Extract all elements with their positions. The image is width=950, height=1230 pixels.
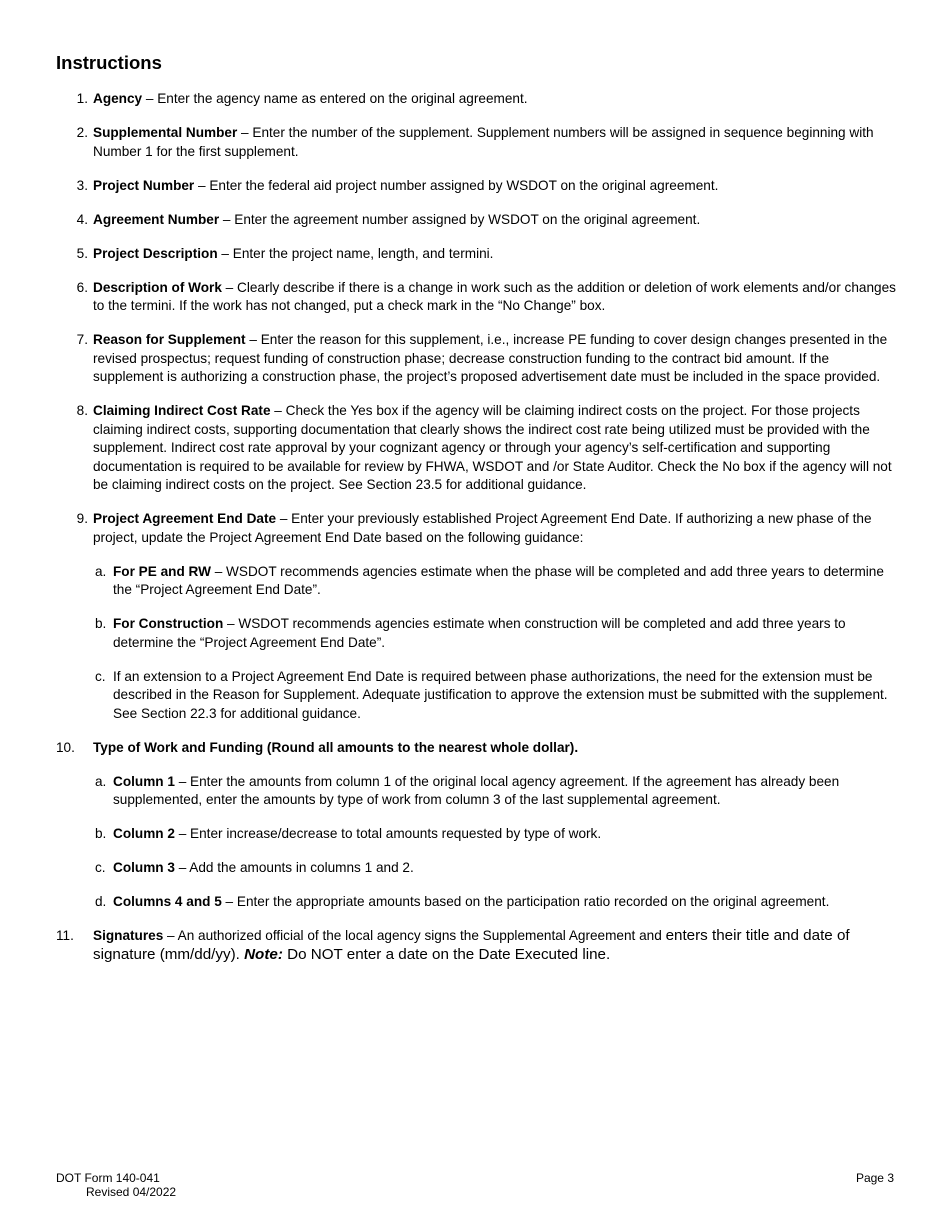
sub-item-text: If an extension to a Project Agreement End Date is required between phase authorizations, the need for the extension must be described in the Reason for Supplement. Adequate justification to approve the extension must be submitted with the supplement. See Section 22.3 for additional guidance. xyxy=(113,668,888,721)
instruction-item xyxy=(56,90,896,109)
sub-item-term: Column 2 xyxy=(113,826,175,841)
item-text: – Enter the number of the supplement. Supplement numbers will be assigned in sequence beginning with Number 1 for the first supplement. xyxy=(93,125,874,159)
instructions-list xyxy=(56,90,896,980)
sub-item-text: – WSDOT recommends agencies estimate when the phase will be completed and add three years to determine the “Project Agreement End Date”. xyxy=(113,563,884,597)
item-body xyxy=(93,245,896,264)
sub-item xyxy=(93,615,896,652)
item-text: – Enter the agency name as entered on the original agreement. xyxy=(142,91,528,106)
instruction-item xyxy=(56,177,896,196)
sub-item-letter: a. xyxy=(95,563,107,579)
item-text: – An authorized official of the local agency signs the Supplemental Agreement and xyxy=(163,928,666,943)
note-label: Note: xyxy=(244,945,283,963)
item-term: Claiming Indirect Cost Rate xyxy=(93,403,271,418)
item-number: 8. xyxy=(76,403,88,418)
instruction-item xyxy=(56,279,896,316)
instruction-item xyxy=(56,211,896,230)
note-text: Do NOT enter a date on the Date Executed line. xyxy=(282,945,611,963)
page-title: Instructions xyxy=(56,52,162,73)
item-body xyxy=(93,177,896,196)
item-term: Agreement Number xyxy=(93,211,220,227)
item-text: – Enter the project name, length, and termini. xyxy=(217,245,494,261)
form-number: DOT Form 140-041 xyxy=(56,1171,160,1185)
item-body xyxy=(93,279,896,316)
item-number: 1. xyxy=(76,91,88,106)
sub-item xyxy=(93,563,896,600)
form-info xyxy=(56,1171,176,1199)
sub-item-letter: d. xyxy=(95,894,107,909)
item-text: – Check the Yes box if the agency will be claiming indirect costs on the project. For those projects claiming indirect costs, supporting documentation that clearly shows the indirect cost rate being utilized must be provided with the supplement. Indirect cost rate approval by your cognizant agency or through your agency’s self-certification and supporting documentation is required to be available for review by FHWA, WSDOT and /or State Auditor. Check the No box if the agency will not be claiming indirect costs on the project. See Section 23.5 for additional guidance. xyxy=(93,403,892,492)
sub-item-text: – Enter the amounts from column 1 of the original local agency agreement. If the agreement has already been supplemented, enter the amounts by type of work from column 3 of the last supplemental agreement. xyxy=(113,773,840,807)
sub-item-term: Column 1 xyxy=(113,773,175,789)
sub-item-letter: c. xyxy=(95,860,106,875)
item-body xyxy=(93,927,896,964)
item-term: Project Agreement End Date xyxy=(93,511,277,526)
item-body xyxy=(93,402,896,495)
revision-date: Revised 04/2022 xyxy=(86,1185,177,1199)
sub-item-letter: b. xyxy=(95,616,107,631)
sub-item-letter: c. xyxy=(95,668,106,684)
instruction-item xyxy=(56,739,896,912)
item-body xyxy=(93,124,896,161)
item-number: 4. xyxy=(76,211,88,227)
item-term: Project Description xyxy=(93,245,218,261)
instruction-item xyxy=(56,510,896,723)
item-term: Reason for Supplement xyxy=(93,332,246,347)
sub-item-text: – Enter the appropriate amounts based on the participation ratio recorded on the original agreement. xyxy=(221,894,830,909)
sub-item xyxy=(93,773,896,810)
item-term: Agency xyxy=(93,91,143,106)
item-text: – Clearly describe if there is a change in work such as the addition or deletion of work elements and/or changes to the termini. If the work has not changed, put a check mark in the “No Change” box. xyxy=(93,279,896,313)
instruction-item xyxy=(56,245,896,264)
sub-list xyxy=(93,773,896,912)
item-term: Type of Work and Funding (Round all amounts to the nearest whole dollar). xyxy=(93,739,579,755)
instruction-item xyxy=(56,331,896,387)
sub-item xyxy=(93,859,896,878)
item-term: Project Number xyxy=(93,177,195,193)
sub-item-text: – Add the amounts in columns 1 and 2. xyxy=(174,860,414,875)
sub-item xyxy=(93,825,896,844)
item-text: – Enter the agreement number assigned by WSDOT on the original agreement. xyxy=(219,211,701,227)
item-number: 2. xyxy=(76,125,88,140)
item-number: 5. xyxy=(76,245,88,261)
item-term: Supplemental Number xyxy=(93,125,238,140)
item-body xyxy=(93,211,896,230)
item-number: 6. xyxy=(76,279,88,295)
item-number: 10. xyxy=(56,739,75,755)
item-body xyxy=(93,90,896,109)
item-text: – Enter the federal aid project number assigned by WSDOT on the original agreement. xyxy=(194,177,719,193)
sub-item xyxy=(93,893,896,912)
item-text-large: enters their title and date of signature (mm/dd/yy). xyxy=(93,927,850,963)
item-body xyxy=(93,739,896,758)
instruction-item xyxy=(56,402,896,495)
sub-item-term: Columns 4 and 5 xyxy=(113,894,222,909)
sub-item-text: – Enter increase/decrease to total amounts requested by type of work. xyxy=(174,826,602,841)
sub-list xyxy=(93,563,896,724)
sub-item xyxy=(93,668,896,724)
item-body xyxy=(93,331,896,387)
item-number: 9. xyxy=(76,511,88,526)
sub-item-letter: a. xyxy=(95,773,107,789)
sub-item-text: – WSDOT recommends agencies estimate when construction will be completed and add three years to determine the “Project Agreement End Date”. xyxy=(113,616,846,650)
item-number: 3. xyxy=(76,177,88,193)
item-term: Signatures xyxy=(93,928,164,943)
sub-item-term: For PE and RW xyxy=(113,563,211,579)
item-number: 11. xyxy=(56,928,74,943)
item-term: Description of Work xyxy=(93,279,222,295)
item-text: – Enter the reason for this supplement, i.e., increase PE funding to cover design changes presented in the revised prospectus; request funding of construction phase; decrease construction funding to the contract bid amount. If the supplement is authorizing a construction phase, the project’s proposed advertisement date must be included in the space provided. xyxy=(93,332,888,384)
item-number: 7. xyxy=(76,332,88,347)
sub-item-letter: b. xyxy=(95,826,107,841)
instruction-item xyxy=(56,124,896,161)
sub-item-term: Column 3 xyxy=(113,860,175,875)
page-number: Page 3 xyxy=(855,1171,894,1185)
item-body xyxy=(93,510,896,547)
item-text: – Enter your previously established Project Agreement End Date. If authorizing a new phase of the project, update the Project Agreement End Date based on the following guidance: xyxy=(93,511,872,545)
instruction-item xyxy=(56,927,896,964)
sub-item-term: For Construction xyxy=(113,616,224,631)
